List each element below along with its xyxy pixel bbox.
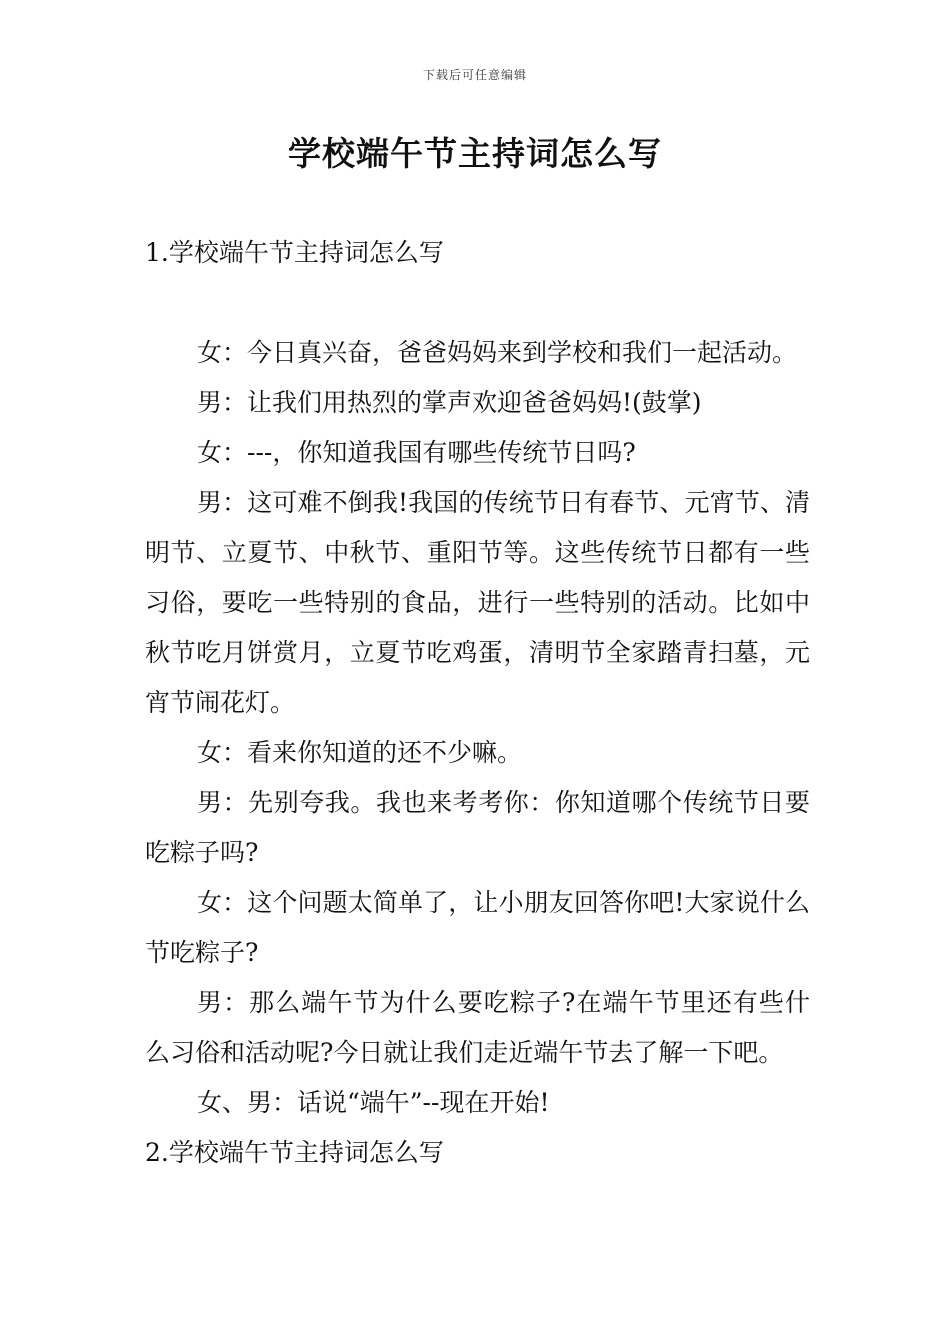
dialogue-line: 男：那么端午节为什么要吃粽子?在端午节里还有些什么习俗和活动呢?今日就让我们走近端午节去了解一下吧。 <box>145 988 810 1067</box>
dialogue-line: 女：今日真兴奋，爸爸妈妈来到学校和我们一起活动。 <box>197 338 798 367</box>
dialogue-line: 女：看来你知道的还不少嘛。 <box>197 738 523 767</box>
dialogue-line: 女：---，你知道我国有哪些传统节日吗? <box>197 438 636 467</box>
dialogue-line: 女：这个问题太简单了，让小朋友回答你吧!大家说什么节吃粽子? <box>145 888 810 967</box>
header-note: 下载后可任意编辑 <box>422 68 527 82</box>
dialogue-line: 男：先别夸我。我也来考考你：你知道哪个传统节日要吃粽子吗? <box>145 788 810 867</box>
dialogue-line: 男：这可难不倒我!我国的传统节日有春节、元宵节、清明节、立夏节、中秋节、重阳节等。这些传统节日都有一些习俗，要吃一些特别的食品，进行一些特别的活动。比如中秋节吃月饼赏月，立夏节吃鸡蛋，清明节全家踏青扫墓，元宵节闹花灯。 <box>145 488 810 717</box>
dialogue-line: 女、男：话说“端午”--现在开始! <box>197 1088 550 1117</box>
section-1-heading: 1.学校端午节主持词怎么写 <box>145 238 444 267</box>
dialogue-line: 男：让我们用热烈的掌声欢迎爸爸妈妈!(鼓掌) <box>197 388 702 417</box>
document-title: 学校端午节主持词怎么写 <box>288 134 662 173</box>
section-2-heading: 2.学校端午节主持词怎么写 <box>145 1138 444 1167</box>
spacer <box>145 278 810 328</box>
document-body <box>145 228 810 1178</box>
